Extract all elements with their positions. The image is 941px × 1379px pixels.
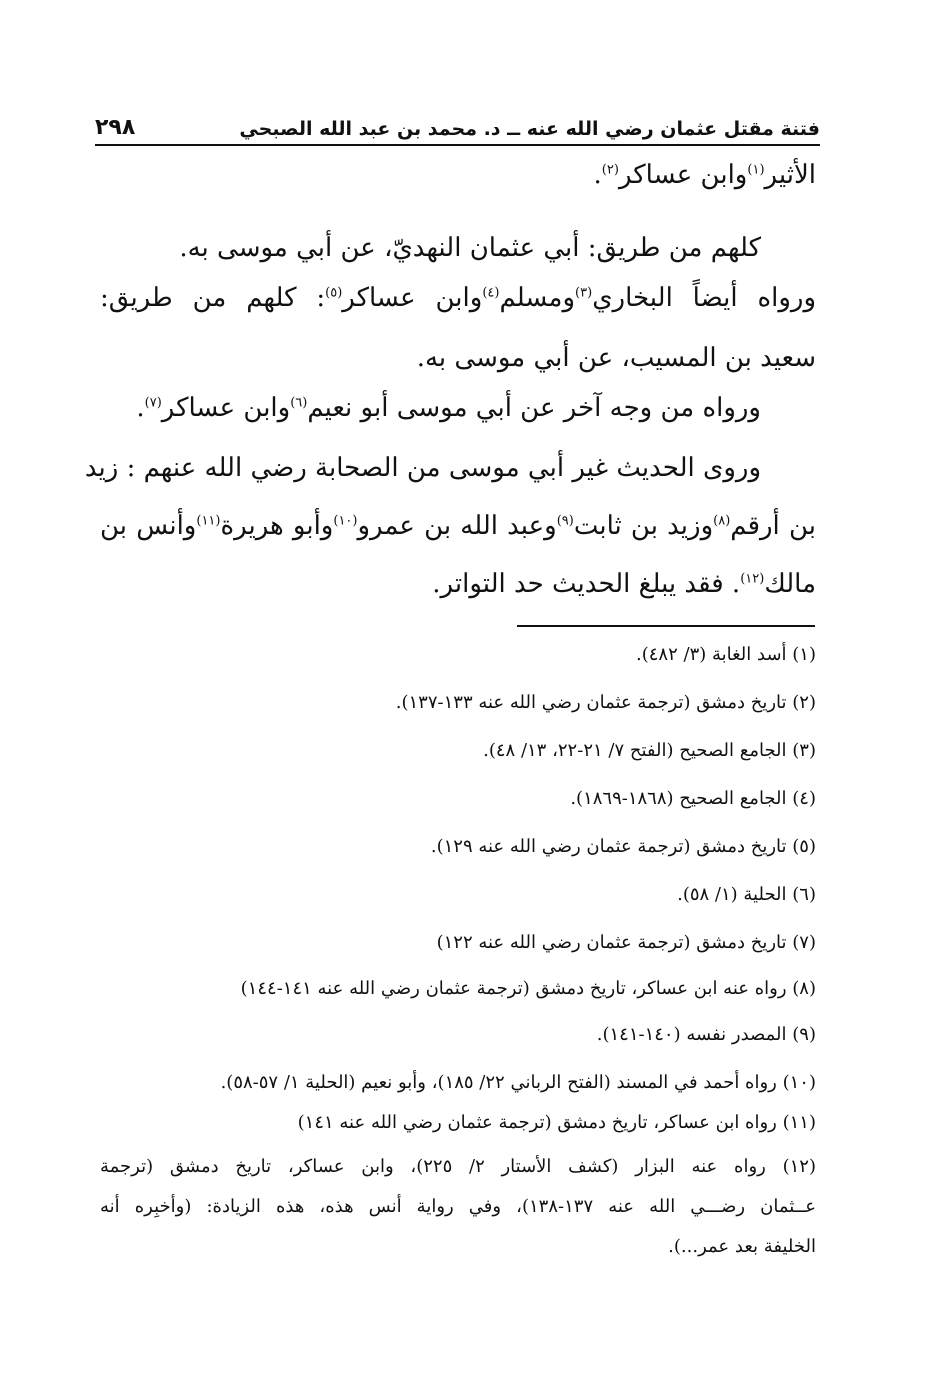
footnote: (٦) الحلية (١/ ٥٨). (677, 884, 816, 905)
text-line (100, 338, 816, 378)
footnote-reference: (١) (747, 162, 765, 178)
text-segment: وابن عساكر (342, 283, 483, 313)
text-line (100, 506, 816, 546)
footnote-reference: (٩) (556, 513, 574, 529)
footnote-reference: (١١) (196, 513, 221, 529)
text-line (100, 228, 816, 268)
text-line (100, 155, 816, 195)
text-segment: وابن عساكر (618, 160, 748, 190)
footnote-reference: (١٠) (333, 513, 358, 529)
footnote: (٤) الجامع الصحيح (١٨٦٨-١٨٦٩). (570, 788, 816, 809)
text-segment: ومسلم (499, 283, 576, 313)
footnote: (٨) رواه عنه ابن عساكر، تاريخ دمشق (ترجمة عثمان رضي الله عنه ١٤١-١٤٤) (240, 978, 816, 999)
page-header (95, 108, 820, 146)
text-segment: ورواه أيضاً البخاري (592, 283, 816, 313)
footnote-continuation: الخليفة بعد عمر...). (668, 1236, 816, 1257)
text-segment: وروى الحديث غير أبي موسى من الصحابة رضي الله عنهم : زيد (84, 453, 761, 483)
text-segment: كلهم من طريق: أبي عثمان النهديّ، عن أبي موسى به. (179, 233, 761, 263)
text-segment: سعيد بن المسيب، عن أبي موسى به. (416, 343, 816, 373)
running-title: فتنة مقتل عثمان رضي الله عنه ــ د. محمد بن عبد الله الصبحي (239, 118, 820, 140)
footnote: (٥) تاريخ دمشق (ترجمة عثمان رضي الله عنه ١٢٩). (430, 836, 816, 857)
text-segment: ورواه من وجه آخر عن أبي موسى أبو نعيم (307, 393, 761, 423)
footnote: (٧) تاريخ دمشق (ترجمة عثمان رضي الله عنه ١٢٢) (436, 932, 816, 953)
footnote: (٩) المصدر نفسه (١٤٠-١٤١). (596, 1024, 816, 1045)
text-segment: وزيد بن ثابت (573, 511, 714, 541)
footnote-continuation: عــثمان رضـــي الله عنه ١٣٧-١٣٨)، وفي رواية أنس هذه، هذه الزيادة: (وأخبِره أنه (100, 1196, 816, 1217)
text-line (100, 278, 816, 318)
text-line (100, 564, 816, 604)
footnote-reference: (٣) (575, 285, 593, 301)
footnote-reference: (٧) (144, 395, 162, 411)
text-segment: . (136, 393, 145, 423)
footnote-reference: (٥) (325, 285, 343, 301)
text-segment: وابن عساكر (161, 393, 291, 423)
text-segment: الأثير (764, 160, 816, 190)
footnote-reference: (٨) (713, 513, 731, 529)
footnote: (٢) تاريخ دمشق (ترجمة عثمان رضي الله عنه ١٣٣-١٣٧). (395, 692, 816, 713)
footnote-reference: (٢) (601, 162, 619, 178)
footnote-separator (517, 625, 815, 627)
footnote: (١) أسد الغابة (٣/ ٤٨٢). (636, 644, 816, 665)
text-segment: . فقد يبلغ الحديث حد التواتر. (432, 569, 741, 599)
footnote: (١٠) رواه أحمد في المسند (الفتح الرباني ٢٢/ ١٨٥)، وأبو نعيم (الحلية ١/ ٥٧-٥٨). (220, 1072, 816, 1093)
footnote: (١١) رواه ابن عساكر، تاريخ دمشق (ترجمة عثمان رضي الله عنه ١٤١) (297, 1112, 816, 1133)
footnote: (١٢) رواه عنه البزار (كشف الأستار ٢/ ٢٢٥)، وابن عساكر، تاريخ دمشق (ترجمة (100, 1156, 816, 1177)
text-line (84, 448, 816, 488)
text-line (100, 388, 816, 428)
text-segment: وأنس بن (100, 511, 197, 541)
text-segment: مالك (764, 569, 816, 599)
text-segment: بن أرقم (730, 511, 816, 541)
footnote-reference: (٤) (482, 285, 500, 301)
footnote: (٣) الجامع الصحيح (الفتح ٧/ ٢١-٢٢، ١٣/ ٤٨). (483, 740, 816, 761)
text-segment: : كلهم من طريق: (100, 283, 326, 313)
text-segment: . (593, 160, 602, 190)
page-number: ٢٩٨ (95, 115, 136, 140)
text-segment: وعبد الله بن عمرو (357, 511, 557, 541)
text-segment: وأبو هريرة (220, 511, 334, 541)
footnote-reference: (٦) (290, 395, 308, 411)
footnote-reference: (١٢) (740, 571, 765, 587)
